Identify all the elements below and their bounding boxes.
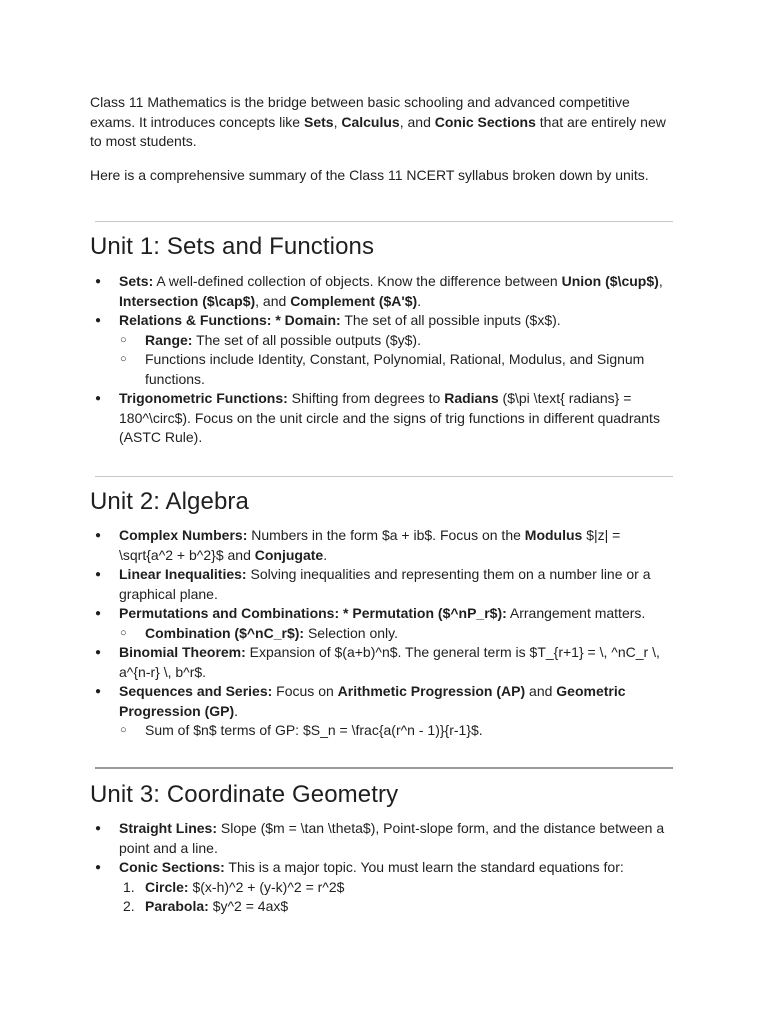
list-item-permutations: ● Permutations and Combinations: * Permutation ($^nP_r$): Arrangement matters. [90, 604, 675, 624]
divider [95, 767, 673, 769]
numbered-item-circle: 1. Circle: $(x-h)^2 + (y-k)^2 = r^2$ [123, 878, 345, 895]
list-item-binomial-theorem: ● Binomial Theorem: Expansion of $(a+b)^n$. The general term is $T_{r+1} = \, ^nC_r \, a^{n-r} \, b^r$. [90, 643, 675, 682]
unit3-heading: Unit 3: Coordinate Geometry [90, 781, 399, 808]
sublist-item-function-types: ○ Functions include Identity, Constant, Polynomial, Rational, Modulus, and Signum functions. [90, 350, 675, 389]
unit2-list [90, 526, 675, 741]
list-item-straight-lines: ● Straight Lines: Slope ($m = \tan \theta$), Point-slope form, and the distance between a point and a line. [90, 819, 675, 858]
sublist-item-gp-sum: ○ Sum of $n$ terms of GP: $S_n = \frac{a(r^n - 1)}{r-1}$. [90, 721, 675, 741]
list-item-complex-numbers: ● Complex Numbers: Numbers in the form $a + ib$. Focus on the Modulus $|z| = \sqrt{a^2 + b^2}$ and Conjugate. [90, 526, 675, 565]
divider [95, 221, 673, 222]
sublist-item-range: ○ Range: The set of all possible outputs ($y$). [90, 331, 675, 351]
list-item-linear-inequalities: ● Linear Inequalities: Solving inequalities and representing them on a number line or a graphical plane. [90, 565, 675, 604]
list-item-sets: ● Sets: A well-defined collection of objects. Know the difference between Union ($\cup$), Intersection ($\cap$), and Complement ($A'$). [90, 272, 675, 311]
sublist-item-combination: ○ Combination ($^nC_r$): Selection only. [90, 624, 675, 644]
unit3-list [90, 819, 675, 917]
intro-paragraph: Class 11 Mathematics is the bridge between basic schooling and advanced competitive exams. It introduces concepts like Sets, Calculus, and Conic Sections that are entirely new to most students. [90, 94, 666, 149]
list-item-trigonometric: ● Trigonometric Functions: Shifting from degrees to Radians ($\pi \text{ radians} = 180^\circ$). Focus on the unit circle and the signs of trig functions in different quadrants (ASTC Rule). [90, 389, 675, 448]
list-item-conic-sections: ● Conic Sections: This is a major topic. You must learn the standard equations for: [90, 858, 675, 878]
unit2-heading: Unit 2: Algebra [90, 488, 249, 515]
divider [95, 476, 673, 477]
unit1-heading: Unit 1: Sets and Functions [90, 233, 375, 260]
summary-paragraph: Here is a comprehensive summary of the Class 11 NCERT syllabus broken down by units. [90, 167, 649, 183]
list-item-sequences-series: ● Sequences and Series: Focus on Arithmetic Progression (AP) and Geometric Progression (GP). [90, 682, 675, 721]
list-item-relations: ● Relations & Functions: * Domain: The set of all possible inputs ($x$). [90, 311, 675, 331]
numbered-item-parabola: 2. Parabola: $y^2 = 4ax$ [123, 898, 289, 914]
unit1-list [90, 272, 675, 448]
